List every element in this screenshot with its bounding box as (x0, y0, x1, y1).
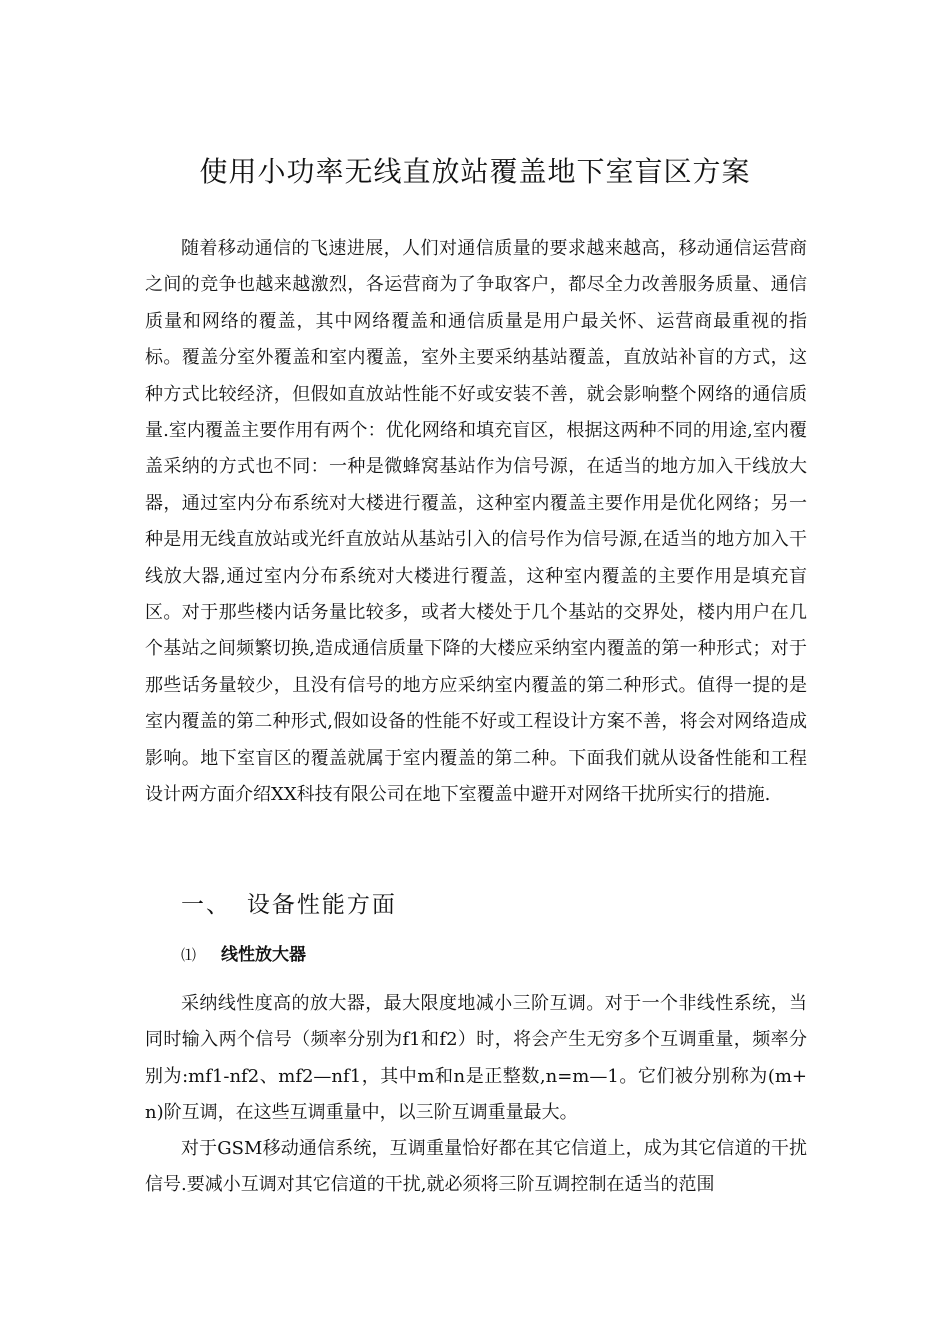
paragraph-linear-amplifier: 采纳线性度高的放大器，最大限度地减小三阶互调。对于一个非线性系统，当同时输入两个信号（频率分别为f1和f2）时，将会产生无穷多个互调重量，频率分别为:mf1-nf2、mf2—nf1，其中m和n是正整数,n=m—1。它们被分别称为(m+n)阶互调，在这些互调重量中，以三阶互调重量最大。 (145, 993, 807, 1124)
sub-heading-title: 线性放大器 (221, 945, 306, 965)
sub-heading-linear-amplifier (181, 940, 306, 970)
section-heading-equipment-performance: 一、 设备性能方面 (181, 892, 397, 918)
intro-paragraph: 随着移动通信的飞速进展，人们对通信质量的要求越来越高，移动通信运营商之间的竞争也越来越激烈，各运营商为了争取客户，都尽全力改善服务质量、通信质量和网络的覆盖，其中网络覆盖和通信质量是用户最关怀、运营商最重视的指标。覆盖分室外覆盖和室内覆盖，室外主要采纳基站覆盖，直放站补盲的方式，这种方式比较经济，但假如直放站性能不好或安装不善，就会影响整个网络的通信质量.室内覆盖主要作用有两个：优化网络和填充盲区，根据这两种不同的用途,室内覆盖采纳的方式也不同：一种是微蜂窝基站作为信号源，在适当的地方加入干线放大器，通过室内分布系统对大楼进行覆盖，这种室内覆盖主要作用是优化网络；另一种是用无线直放站或光纤直放站从基站引入的信号作为信号源,在适当的地方加入干线放大器,通过室内分布系统对大楼进行覆盖，这种室内覆盖的主要作用是填充盲区。对于那些楼内话务量比较多，或者大楼处于几个基站的交界处，楼内用户在几个基站之间频繁切换,造成通信质量下降的大楼应采纳室内覆盖的第一种形式；对于那些话务量较少，且没有信号的地方应采纳室内覆盖的第二种形式。值得一提的是室内覆盖的第二种形式,假如设备的性能不好或工程设计方案不善，将会对网络造成影响。地下室盲区的覆盖就属于室内覆盖的第二种。下面我们就从设备性能和工程设计两方面介绍XX科技有限公司在地下室覆盖中避开对网络干扰所实行的措施. (145, 238, 807, 806)
sub-heading-number: ⑴ (181, 946, 197, 964)
paragraph-gsm-interference: 对于GSM移动通信系统，互调重量恰好都在其它信道上，成为其它信道的干扰信号.要减小互调对其它信道的干扰,就必须将三阶互调控制在适当的范围 (145, 1138, 807, 1196)
document-title: 使用小功率无线直放站覆盖地下室盲区方案 (199, 155, 751, 188)
